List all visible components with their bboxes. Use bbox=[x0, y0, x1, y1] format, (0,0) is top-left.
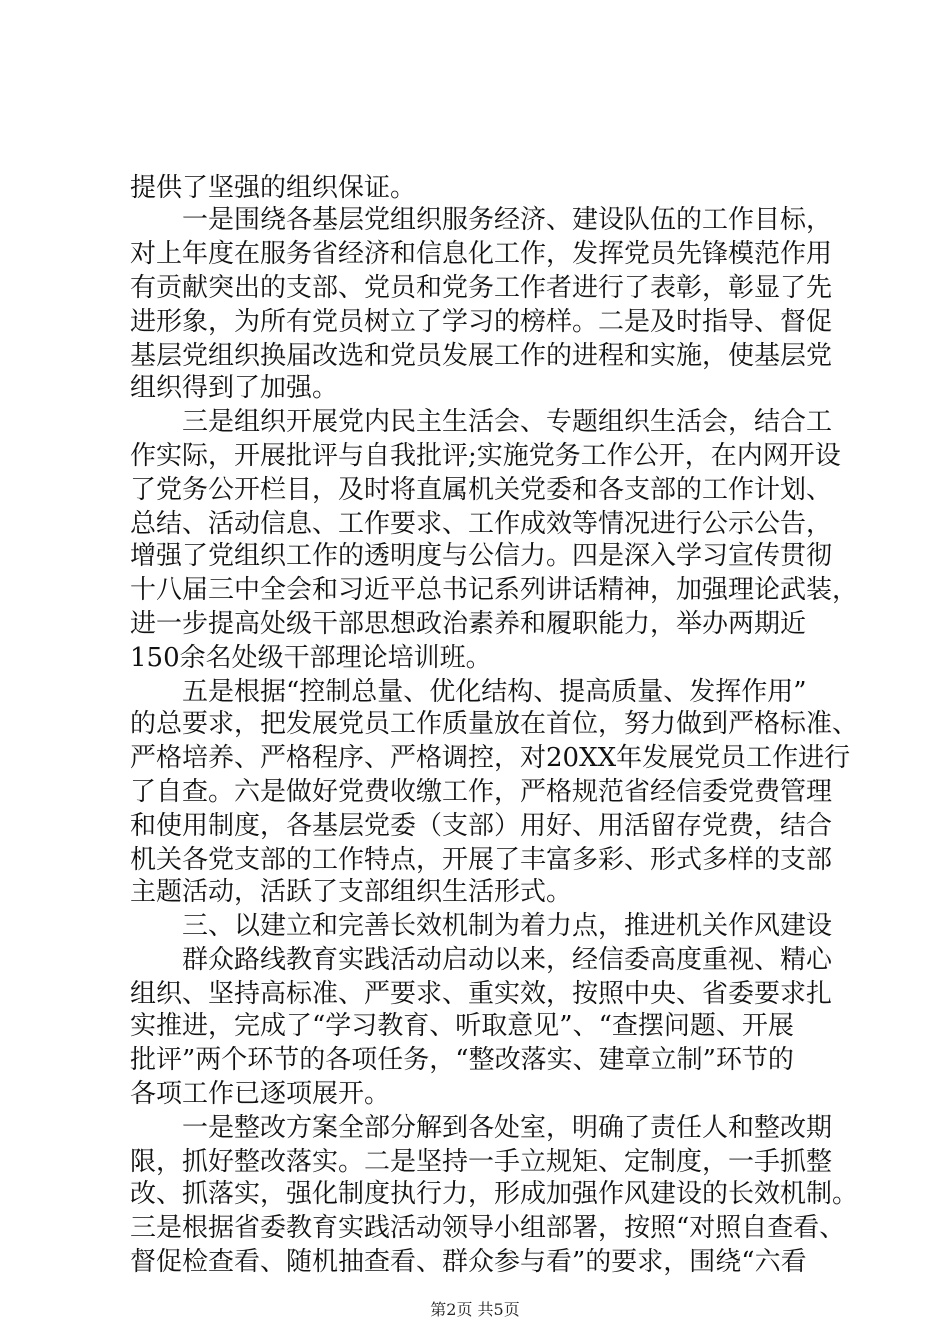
text-line: 十八届三中全会和习近平总书记系列讲话精神，加强理论武装， bbox=[130, 575, 859, 605]
text-line: 严格培养、严格程序、严格调控，对20XX年发展党员工作进行 bbox=[130, 743, 851, 773]
text-line: 实推进，完成了“学习教育、听取意见”、“查摆问题、开展 bbox=[130, 1011, 794, 1041]
text-line: 对上年度在服务省经济和信息化工作，发挥党员先锋模范作用 bbox=[130, 239, 833, 269]
text-line: 进形象，为所有党员树立了学习的榜样。二是及时指导、督促 bbox=[130, 307, 833, 337]
text-line: 的总要求，把发展党员工作质量放在首位，努力做到严格标准、 bbox=[130, 709, 859, 739]
text-line: 提供了坚强的组织保证。 bbox=[130, 173, 417, 203]
text-line: 改、抓落实，强化制度执行力，形成加强作风建设的长效机制。 bbox=[130, 1179, 859, 1209]
text-line: 基层党组织换届改选和党员发展工作的进程和实施，使基层党 bbox=[130, 341, 833, 371]
paragraph-start-line: 五是根据“控制总量、优化结构、提高质量、发挥作用” bbox=[182, 677, 807, 707]
paragraph-start-line: 群众路线教育实践活动启动以来，经信委高度重视、精心 bbox=[182, 945, 833, 975]
text-line: 进一步提高处级干部思想政治素养和履职能力，举办两期近 bbox=[130, 609, 807, 639]
paragraph-start-line: 一是围绕各基层党组织服务经济、建设队伍的工作目标， bbox=[182, 205, 833, 235]
text-line: 各项工作已逐项展开。 bbox=[130, 1079, 391, 1109]
section-heading: 三、以建立和完善长效机制为着力点，推进机关作风建设 bbox=[182, 911, 833, 941]
text-line: 督促检查看、随机抽查看、群众参与看”的要求，围绕“六看 bbox=[130, 1247, 807, 1277]
text-line: 组织、坚持高标准、严要求、重实效，按照中央、省委要求扎 bbox=[130, 979, 833, 1009]
text-line: 了自查。六是做好党费收缴工作，严格规范省经信委党费管理 bbox=[130, 777, 833, 807]
text-line: 主题活动，活跃了支部组织生活形式。 bbox=[130, 877, 573, 907]
text-line: 限，抓好整改落实。二是坚持一手立规矩、定制度，一手抓整 bbox=[130, 1147, 833, 1177]
text-line: 了党务公开栏目，及时将直属机关党委和各支部的工作计划、 bbox=[130, 475, 833, 505]
text-line: 作实际，开展批评与自我批评;实施党务工作公开，在内网开设 bbox=[130, 441, 841, 471]
text-line: 机关各党支部的工作特点，开展了丰富多彩、形式多样的支部 bbox=[130, 845, 833, 875]
paragraph-start-line: 一是整改方案全部分解到各处室，明确了责任人和整改期 bbox=[182, 1113, 833, 1143]
text-line: 增强了党组织工作的透明度与公信力。四是深入学习宣传贯彻 bbox=[130, 541, 833, 571]
page-number-footer: 第2页 共5页 bbox=[430, 1300, 520, 1319]
text-line: 三是根据省委教育实践活动领导小组部署，按照“对照自查看、 bbox=[130, 1213, 846, 1243]
text-line: 有贡献突出的支部、党员和党务工作者进行了表彰，彰显了先 bbox=[130, 273, 833, 303]
paragraph-start-line: 三是组织开展党内民主生活会、专题组织生活会，结合工 bbox=[182, 407, 833, 437]
text-line: 总结、活动信息、工作要求、工作成效等情况进行公示公告， bbox=[130, 509, 833, 539]
text-line: 组织得到了加强。 bbox=[130, 373, 339, 403]
text-line: 批评”两个环节的各项任务，“整改落实、建章立制”环节的 bbox=[130, 1045, 794, 1075]
text-line: 150余名处级干部理论培训班。 bbox=[130, 643, 492, 673]
text-line: 和使用制度，各基层党委（支部）用好、用活留存党费，结合 bbox=[130, 811, 833, 841]
